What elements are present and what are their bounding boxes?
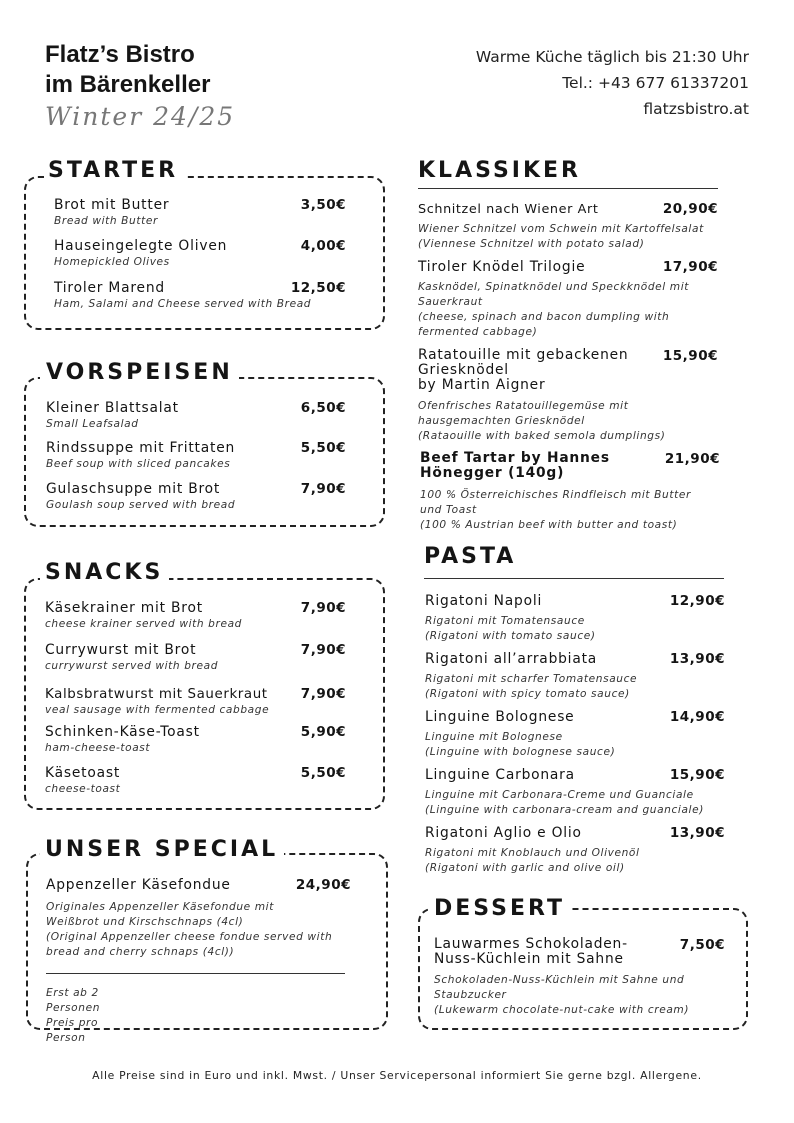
menu-item (54, 197, 346, 229)
item-name: Linguine Bolognese (425, 709, 575, 725)
menu-item (425, 709, 725, 760)
description-line: (Rigatoni with spicy tomato sauce) (425, 688, 630, 700)
description-line: bread and cherry schnaps (4cl)) (46, 946, 235, 958)
item-description (425, 672, 725, 702)
section-title-starter: STARTER (46, 158, 184, 183)
item-description (418, 399, 718, 444)
item-price: 5,50€ (300, 440, 346, 456)
item-name: Beef Tartar by Hannes (420, 450, 610, 466)
item-description: cheese-toast (45, 783, 121, 795)
description-line: (Lukewarm chocolate-nut-cake with cream) (434, 1004, 690, 1016)
item-name: Käsetoast (45, 765, 121, 781)
item-name: Hönegger (140g) (420, 465, 565, 481)
description-line: Wiener Schnitzel vom Schwein mit Kartoffelsalat (418, 223, 704, 235)
description-line: Originales Appenzeller Käsefondue mit (46, 901, 274, 913)
divider (418, 188, 718, 189)
menu-item (54, 238, 346, 270)
item-description (420, 488, 720, 533)
item-price: 24,90€ (295, 877, 351, 893)
menu-item (45, 765, 346, 797)
website-link[interactable]: flatzsbistro.at (643, 100, 749, 118)
item-name: Appenzeller Käsefondue (46, 877, 231, 893)
item-name: Schinken-Käse-Toast (45, 724, 200, 740)
restaurant-name-line2: im Bärenkeller (45, 71, 211, 98)
item-description (46, 900, 351, 960)
item-name: Rigatoni Napoli (425, 593, 543, 609)
item-price: 4,00€ (300, 238, 346, 254)
item-name: Lauwarmes Schokoladen- (434, 936, 628, 952)
menu-item (46, 440, 346, 472)
item-name: Rigatoni all’arrabbiata (425, 651, 598, 667)
menu-item (45, 724, 346, 756)
menu-item (418, 348, 718, 444)
item-name: Kleiner Blattsalat (46, 400, 179, 416)
item-price: 7,90€ (300, 600, 346, 616)
item-name: Hauseingelegte Oliven (54, 238, 228, 254)
menu-item (425, 767, 725, 818)
menu-item (54, 280, 346, 312)
section-title-pasta: PASTA (424, 544, 522, 569)
item-price: 15,90€ (669, 767, 725, 783)
item-price: 3,50€ (300, 197, 346, 213)
item-name: Kalbsbratwurst mit Sauerkraut (45, 687, 268, 702)
section-title-klassiker: KLASSIKER (418, 158, 587, 183)
divider (46, 973, 345, 974)
description-line: (cheese, spinach and bacon dumpling with (418, 311, 670, 323)
item-name: Linguine Carbonara (425, 767, 575, 783)
item-description (418, 280, 718, 340)
item-description: Beef soup with sliced pancakes (46, 458, 231, 470)
menu-item (46, 400, 346, 432)
description-line: und Toast (420, 504, 477, 516)
menu-item (420, 451, 720, 533)
description-line: (Rigatoni with garlic and olive oil) (425, 862, 625, 874)
item-name: Brot mit Butter (54, 197, 170, 213)
description-line: (Rataouille with baked semola dumplings) (418, 430, 666, 442)
item-name: by Martin Aigner (418, 377, 546, 393)
section-title-snacks: SNACKS (40, 560, 169, 585)
description-line: Weißbrot und Kirschschnaps (4cl) (46, 916, 244, 928)
description-line: Schokoladen-Nuss-Küchlein mit Sahne und (434, 974, 685, 986)
item-description (425, 730, 725, 760)
item-description (418, 222, 718, 252)
item-name: Nuss-Küchlein mit Sahne (434, 951, 624, 967)
item-price: 6,50€ (300, 400, 346, 416)
item-price: 7,90€ (300, 481, 346, 497)
restaurant-brand (45, 40, 235, 131)
description-line: (Linguine with carbonara-cream and guanciale) (425, 804, 704, 816)
phone-number: Tel.: +43 677 61337201 (562, 74, 749, 92)
menu-item (434, 937, 725, 1018)
section-title-dessert: DESSERT (428, 896, 571, 921)
menu-item (46, 481, 346, 513)
menu-item (425, 825, 725, 876)
item-price: 12,50€ (290, 280, 346, 296)
description-line: Linguine mit Bolognese (425, 731, 563, 743)
item-name: Käsekrainer mit Brot (45, 600, 203, 616)
item-name: Currywurst mit Brot (45, 642, 197, 658)
item-description: veal sausage with fermented cabbage (45, 704, 270, 716)
item-description: Homepickled Olives (54, 256, 170, 268)
special-note (46, 986, 100, 1046)
section-title-vorspeisen: VORSPEISEN (40, 360, 239, 385)
item-description (425, 846, 725, 876)
note-line: Preis pro Person (46, 1017, 99, 1044)
description-line: Ofenfrisches Ratatouillegemüse mit (418, 400, 629, 412)
description-line: (Rigatoni with tomato sauce) (425, 630, 596, 642)
description-line: (Viennese Schnitzel with potato salad) (418, 238, 645, 250)
description-line: Staubzucker (434, 989, 507, 1001)
description-line: Rigatoni mit Knoblauch und Olivenöl (425, 847, 640, 859)
item-description (434, 973, 725, 1018)
description-line: hausgemachten Griesknödel (418, 415, 585, 427)
description-line: (100 % Austrian beef with butter and toast) (420, 519, 678, 531)
item-name: Griesknödel (418, 362, 509, 378)
item-description: ham-cheese-toast (45, 742, 151, 754)
item-description: Bread with Butter (54, 215, 158, 227)
menu-item (418, 259, 718, 340)
description-line: Kasknödel, Spinatknödel und Speckknödel mit (418, 281, 690, 293)
item-price: 14,90€ (669, 709, 725, 725)
footer-note: Alle Preise sind in Euro und inkl. Mwst. / Unser Servicepersonal informiert Sie gerne bzgl. Allergene. (92, 1069, 702, 1082)
description-line: (Linguine with bolognese sauce) (425, 746, 616, 758)
divider (424, 578, 724, 579)
item-description: cheese krainer served with bread (45, 618, 242, 630)
item-price: 12,90€ (669, 593, 725, 609)
item-name: Ratatouille mit gebackenen (418, 347, 629, 363)
item-price: 5,50€ (300, 765, 346, 781)
season-label: Winter 24/25 (45, 102, 236, 131)
item-description: currywurst served with bread (45, 660, 219, 672)
item-description (425, 788, 725, 818)
menu-item (46, 877, 351, 960)
item-description (425, 614, 725, 644)
description-line: (Original Appenzeller cheese fondue served with (46, 931, 333, 943)
item-price: 7,90€ (300, 686, 346, 702)
description-line: Linguine mit Carbonara-Creme und Guanciale (425, 789, 694, 801)
item-name: Rindssuppe mit Frittaten (46, 440, 236, 456)
contact-info (476, 44, 749, 122)
opening-hours: Warme Küche täglich bis 21:30 Uhr (475, 48, 749, 66)
item-price: 7,50€ (679, 937, 725, 953)
item-description: Ham, Salami and Cheese served with Bread (54, 298, 312, 310)
menu-item (425, 651, 725, 702)
item-description: Goulash soup served with bread (46, 499, 236, 511)
item-price: 21,90€ (664, 451, 720, 467)
item-name: Tiroler Knödel Trilogie (418, 259, 586, 275)
menu-item (45, 686, 346, 718)
note-line: Erst ab 2 Personen (46, 987, 101, 1014)
item-price: 17,90€ (662, 259, 718, 275)
menu-item (45, 642, 346, 674)
item-price: 5,90€ (300, 724, 346, 740)
description-line: Rigatoni mit scharfer Tomatensauce (425, 673, 638, 685)
description-line: fermented cabbage) (418, 326, 538, 338)
description-line: Rigatoni mit Tomatensauce (425, 615, 585, 627)
restaurant-name-line1: Flatz’s Bistro (45, 41, 195, 68)
item-description: Small Leafsalad (46, 418, 139, 430)
description-line: 100 % Österreichisches Rindfleisch mit Butter (420, 489, 691, 501)
item-name: Tiroler Marend (54, 280, 165, 296)
item-name: Rigatoni Aglio e Olio (425, 825, 582, 841)
section-title-special: UNSER SPECIAL (40, 837, 284, 862)
item-name: Schnitzel nach Wiener Art (418, 202, 599, 217)
item-name: Gulaschsuppe mit Brot (46, 481, 221, 497)
item-price: 13,90€ (669, 825, 725, 841)
description-line: Sauerkraut (418, 296, 483, 308)
item-price: 20,90€ (662, 201, 718, 217)
menu-item (418, 201, 718, 252)
menu-item (425, 593, 725, 644)
menu-item (45, 600, 346, 632)
item-price: 15,90€ (662, 348, 718, 364)
item-price: 7,90€ (300, 642, 346, 658)
item-price: 13,90€ (669, 651, 725, 667)
